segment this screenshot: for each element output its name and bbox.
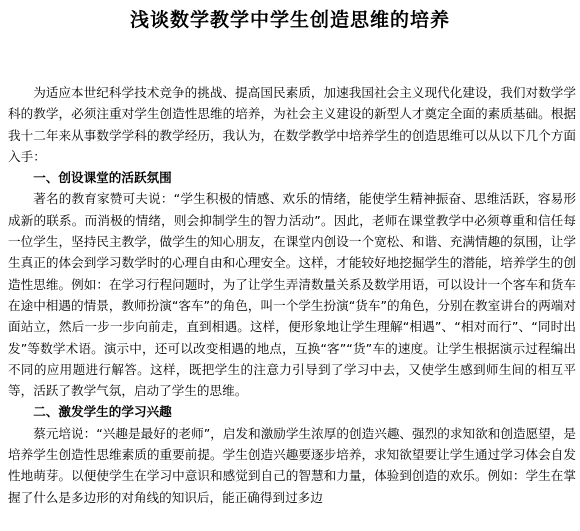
- section-paragraph-1: 著名的教育家赞可夫说：“学生积极的情感、欢乐的情绪，能使学生精神振奋、思维活跃，容易形成新的联系。而消极的情绪，则会抑制学生的智力活动”。因此，老师在课堂教学中必须尊重和信任每一位学生，坚持民主教学，做学生的知心朋友，在课堂内创设一个宽松、和谐、充满情趣的氛围，让学生真正的体会到学习数学时的心理自由和心理安全。这样，才能较好地挖掘学生的潜能，培养学生的创造性思维。例如：在学习行程问题时，为了让学生弄清数量关系及数学用语，可以设计一个客车和货车在途中相遇的情景，教师扮演“客车”的角色，叫一个学生扮演“货车”的角色，分别在教室讲台的两端对面站立，然后一步一步向前走，直到相遇。这样，便形象地让学生理解“相遇”、“相对而行”、“同时出发”等数学术语。演示中，还可以改变相遇的地点，互换“客”“货”车的速度。让学生根据演示过程编出不同的应用题进行解答。这样，既把学生的注意力引导到了学习中去，又使学生感到师生间的相互平等，活跃了教学气氛，启动了学生的思维。: [8, 191, 576, 399]
- section-heading-1: 一、创设课堂的活跃氛围: [33, 170, 172, 186]
- section-paragraph-2: 蔡元培说：“兴趣是最好的老师”，启发和激励学生浓厚的创造兴趣、强烈的求知欲和创造愿望，是培养学生创造性思维素质的重要前提。学生创造兴趣要逐步培养，求知欲望要让学生通过学习体会自发性地萌芽。以便使学生在学习中意识和感觉到自己的智慧和力量，体验到创造的欢乐。例如：学生在掌握了什么是多边形的对角线的知识后，能正确得到过多边: [8, 425, 576, 505]
- section-heading-2: 二、激发学生的学习兴趣: [33, 404, 172, 420]
- intro-paragraph: 为适应本世纪科学技术竞争的挑战、提高国民素质，加速我国社会主义现代化建设，我们对数学学科的教学，必须注重对学生创造性思维的培养，为社会主义建设的新型人才奠定全面的素质基础。根据我十二年来从事数学学科的教学经历，我认为，在数学教学中培养学生的创造思维可以从以下几个方面入手：: [8, 85, 576, 164]
- document-title: 浅谈数学教学中学生创造思维的培养: [129, 9, 450, 31]
- document-body: [8, 82, 576, 508]
